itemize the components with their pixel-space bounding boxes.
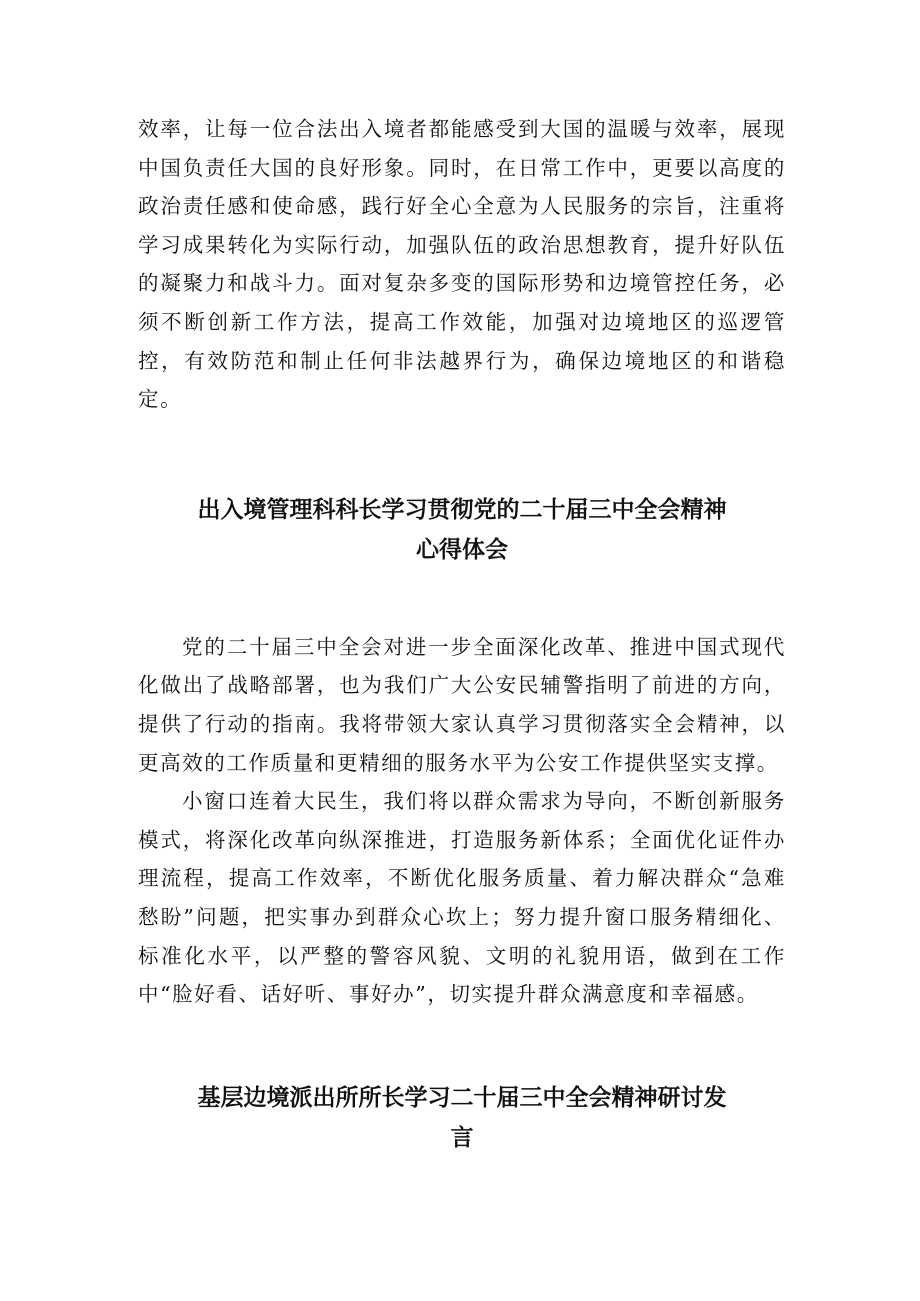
section2-title-line2: 言 — [450, 1124, 474, 1151]
section1-title-line2: 心得体会 — [416, 536, 508, 563]
intro-paragraph: 效率，让每一位合法出入境者都能感受到大国的温暖与效率，展现中国负责任大国的良好形象。同时，在日常工作中，更要以高度的政治责任感和使命感，践行好全心全意为人民服务的宗旨，注重将学习成果转化为实际行动，加强队伍的政治思想教育，提升好队伍的凝聚力和战斗力。面对复杂多变的国际形势和边境管控任务，必须不断创新工作方法，提高工作效能，加强对边境地区的巡逻管控，有效防范和制止任何非法越界行为，确保边境地区的和谐稳定。 — [138, 117, 786, 412]
section1-title — [138, 490, 786, 570]
document-body — [138, 110, 786, 1158]
section2-title-line1: 基层边境派出所所长学习二十届三中全会精神研讨发 — [197, 1084, 727, 1111]
section1-paragraph-1: 党的二十届三中全会对进一步全面深化改革、推进中国式现代化做出了战略部署，也为我们广大公安民辅警指明了前进的方向，提供了行动的指南。我将带领大家认真学习贯彻落实全会精神，以更高效的工作质量和更精细的服务水平为公安工作提供坚实支撑。 — [138, 634, 786, 775]
section1-title-line1: 出入境管理科科长学习贯彻党的二十届三中全会精神 — [197, 496, 727, 523]
section1-paragraph-2: 小窗口连着大民生，我们将以群众需求为导向，不断创新服务模式，将深化改革向纵深推进，打造服务新体系；全面优化证件办理流程，提高工作效率，不断优化服务质量、着力解决群众“急难愁盼”问题，把实事办到群众心坎上；努力提升窗口服务精细化、标准化水平，以严整的警容风貌、文明的礼貌用语，做到在工作中“脸好看、话好听、事好办”，切实提升群众满意度和幸福感。 — [138, 789, 786, 1007]
section2-title — [138, 1078, 786, 1158]
